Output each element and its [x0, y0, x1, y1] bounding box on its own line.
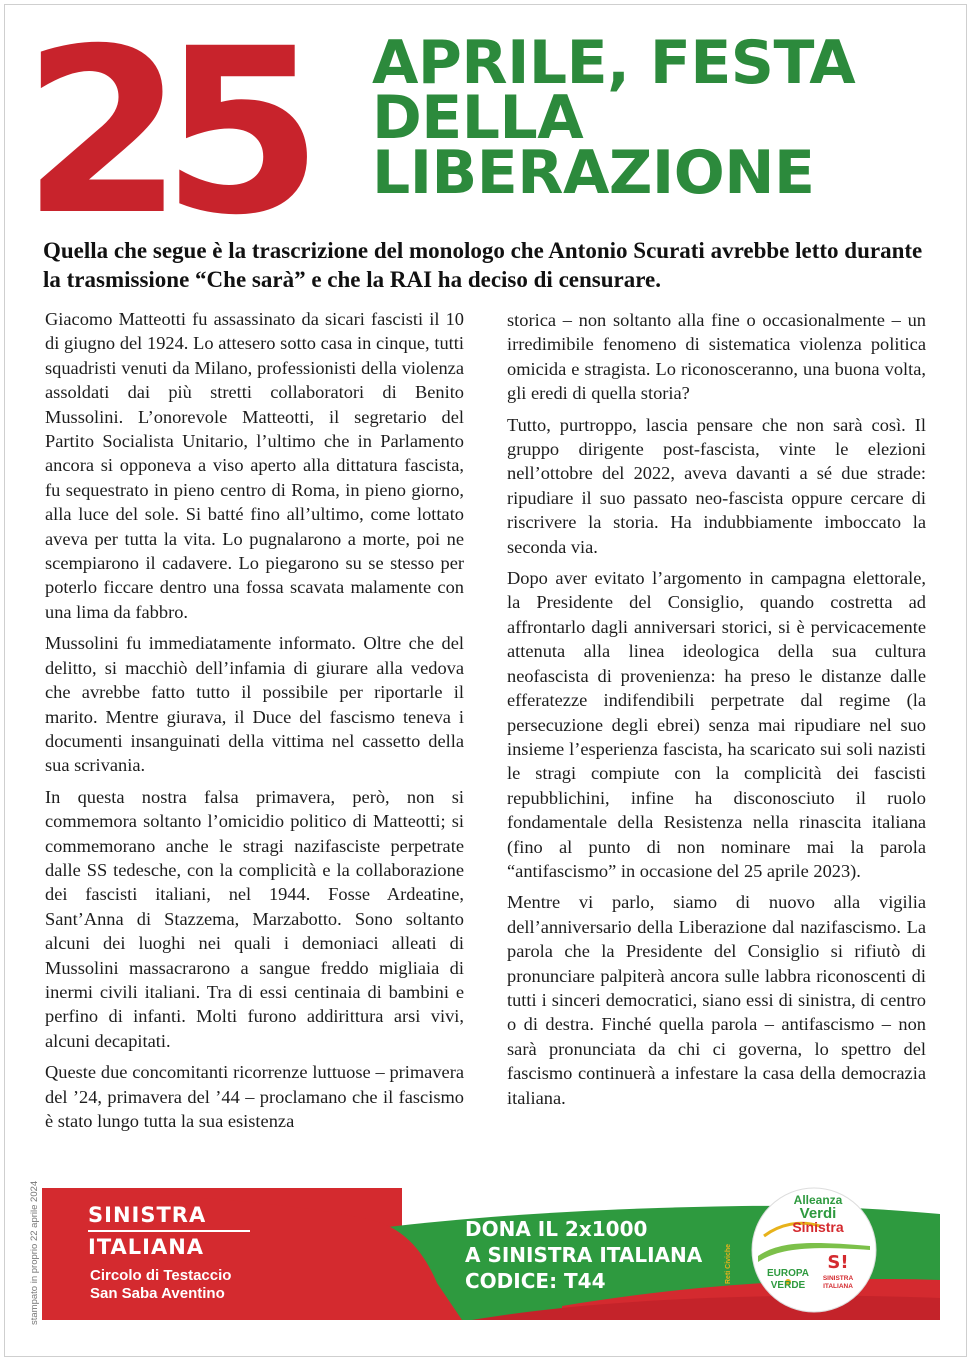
logo-right-symbol: S!: [827, 1252, 849, 1273]
logo-arc-text: Reti Civiche: [725, 1243, 732, 1284]
intro-text: Quella che segue è la trascrizione del monologo che Antonio Scurati avrebbe letto durante la trasmissione “Che sarà” e che la RAI ha deciso di censurare.: [43, 238, 923, 292]
article-paragraph: Dopo aver evitato l’argomento in campagna elettorale, la Presidente del Consiglio, quando costretta ad affrontarlo dagli anniversari storici, si è pervicacemente attenuta alla linea ideologica della sua cultura neofascista di provenienza: ha preso le distanze dalle efferatezze indifendibili perpetrate dal regime (la persecuzione degli ebrei) senza mai ripudiare nel suo insieme l’esperienza fascista, ha scaricato sui soli nazisti le stragi compiute con la complicità dei fascisti repubblichini, infine ha disconosciuto il ruolo fondamentale della Resistenza nella rinascita italiana (fino al punto di non nominare mai la parola “antifascismo” in occasione del 25 aprile 2023).: [507, 568, 926, 881]
article-paragraph: Queste due concomitanti ricorrenze luttuose – primavera del ’24, primavera del ’44 – proclamano che il fascismo è stato lungo tutta la sua esistenza: [45, 1062, 464, 1131]
article-column-right: [507, 308, 926, 1117]
article-paragraph: In questa nostra falsa primavera, però, non si commemora soltanto l’omicidio politico di Matteotti; si commemorano anche le stragi nazifasciste perpetrate dalle SS tedesche, con la complicità e la collaborazione dei fascisti italiani, nel 1944. Fosse Ardeatine, Sant’Anna di Stazzema, Marzabotto. Sono soltanto alcuni dei luoghi nei quali i demoniaci alleati di Mussolini massacrarono a sangue freddo migliaia di inermi civili italiani. Tra di essi centinaia di bambini e perfino di infanti. Molti furono addirittura arsi vivi, alcuni decapitati.: [45, 786, 464, 1051]
logo-left-line-2: VERDE: [770, 1280, 806, 1291]
article-paragraph: storica – non soltanto alla fine o occasionalmente – un irredimibile fenomeno di sistematica violenza politica omicida e stragista. Lo riconosceranno, una buona volta, gli eredi di quella storia?: [507, 310, 926, 404]
article-column-left: [45, 307, 464, 1140]
headline-line-1: APRILE, FESTA: [372, 28, 856, 98]
headline-line-2: DELLA: [372, 83, 584, 153]
party-rule: [88, 1230, 250, 1232]
headline-title: [372, 28, 856, 208]
article-paragraph: Giacomo Matteotti fu assassinato da sicari fascisti il 10 di giugno del 1924. Lo attesero sotto casa in cinque, tutti squadristi venuti da Milano, professionisti della violenza assoldati dai più stretti collaboratori di Benito Mussolini. L’onorevole Matteotti, il segretario del Partito Socialista Unitario, l’ultimo che in Parlamento ancora si opponeva a viso aperto alla dittatura fascista, fu sequestrato in pieno centro di Roma, in pieno giorno, alla luce del sole. Si batté fino all’ultimo, come lottato aveva per tutta la vita. Lo pugnalarono a morte, poi ne scempiarono il cadavere. Lo piegarono su se stesso per poterlo ficcare dentro una fossa scavata malamente con una lima da fabbro.: [45, 309, 464, 622]
donation-line-1: DONA IL 2x1000: [465, 1217, 648, 1241]
headline-line-3: LIBERAZIONE: [372, 138, 815, 208]
donation-code: [465, 1268, 702, 1294]
donation-code-value: T44: [564, 1269, 606, 1293]
logo-top-line-3: Sinistra: [792, 1219, 844, 1235]
logo-right-line-1: SINISTRA: [822, 1275, 854, 1282]
party-name-line-2: ITALIANA: [88, 1235, 205, 1259]
donation-line-2: A SINISTRA ITALIANA: [465, 1243, 703, 1267]
article-paragraph: Mussolini fu immediatamente informato. Oltre che del delitto, si macchiò dell’infamia di giurare alla vedova che avrebbe fatto tutto il possibile per riportarle il marito. Mentre giurava, il Duce del fascismo teneva i documenti insanguinati della vittima nel cassetto della sua scrivania.: [45, 633, 464, 776]
party-name-line-1: SINISTRA: [88, 1203, 207, 1227]
article-paragraph: Tutto, purtroppo, lascia pensare che non sarà così. Il gruppo dirigente post-fascista, vinte le elezioni nell’ottobre del 2022, aveva davanti a sé due strade: ripudiare il suo passato neo-fascista oppure cercare di riscrivere la storia. Ha indubbiamente imboccato la seconda via.: [507, 414, 926, 557]
logo-right-line-2: ITALIANA: [823, 1283, 853, 1290]
logo-left-line-1: EUROPA: [766, 1268, 810, 1279]
circle-line-1: Circolo di Testaccio: [90, 1267, 232, 1284]
avs-logo: [725, 1186, 878, 1314]
article-paragraph: Mentre vi parlo, siamo di nuovo alla vigilia dell’anniversario della Liberazione dal nazifascismo. La parola che la Presidente del Consiglio si rifiutò di pronunciare palpiterà ancora sulle labbra riconoscenti di tutti i sinceri democratici, siano essi di sinistra, di centro o di destra. Finché quella parola – antifascismo – non sarà pronunciata da chi ci governa, lo spettro del fascismo continuerà a infestare la casa della democrazia italiana.: [507, 892, 926, 1108]
logo-top-line-1: Alleanza: [793, 1193, 843, 1207]
headline-number: 25: [22, 0, 301, 265]
donation-box: [465, 1216, 702, 1294]
party-name: [88, 1202, 250, 1261]
donation-code-label: CODICE:: [465, 1269, 558, 1293]
logo-top-line-2: Verdi: [799, 1205, 837, 1222]
print-note: stampato in proprio 22 aprile 2024: [29, 1180, 40, 1325]
circle-line-2: San Saba Aventino: [90, 1285, 225, 1302]
circle-name: [90, 1267, 231, 1303]
